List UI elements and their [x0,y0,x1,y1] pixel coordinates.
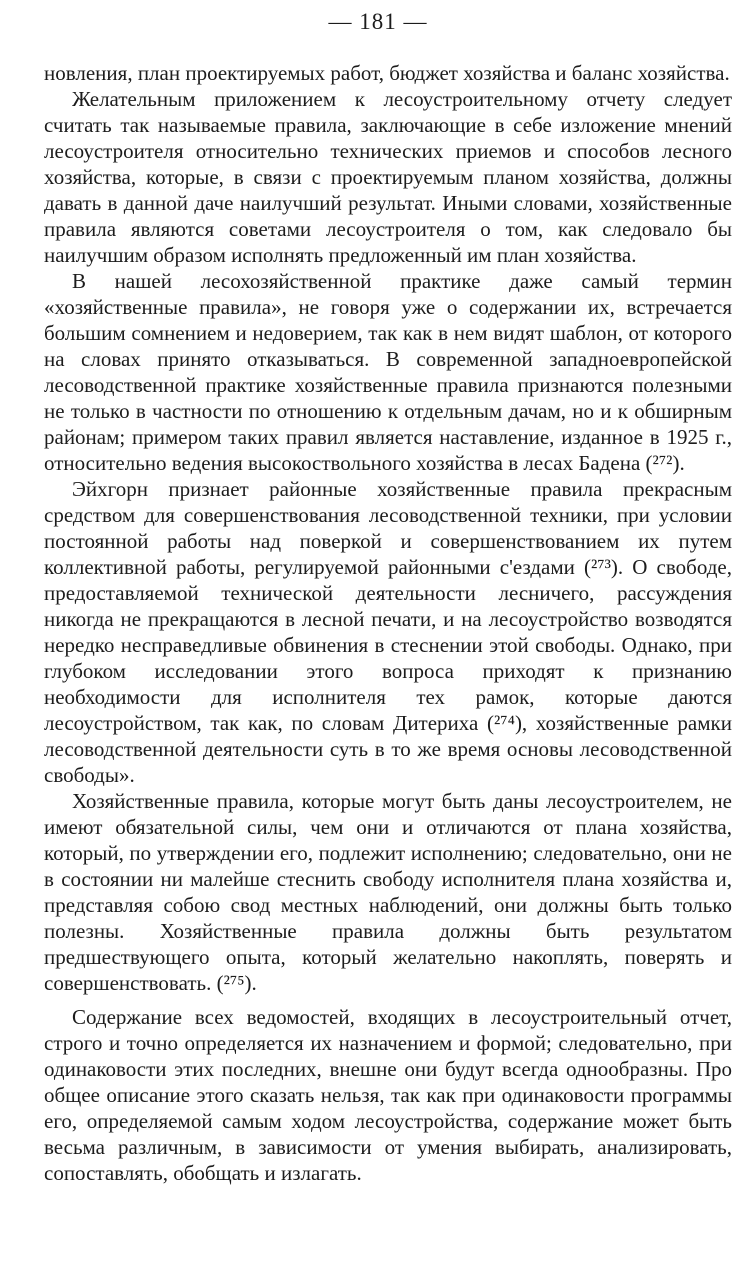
body-text [44,60,732,1186]
paragraph-rules-force: Хозяйственные правила, которые могут быть даны лесоустроителем, не имеют обязательной силы, чем они и отличаются от плана хозяйства, который, по утверждении его, подлежит исполнению; следовательно, они не в состоянии ни малейше стеснить свободу исполнителя плана хозяйства и, представляя собою свод местных наблюдений, они должны быть только полезны. Хозяйственные правила должны быть результатом предшествующего опыта, который желательно накоплять, поверять и совершенствовать. (²⁷⁵). [44,789,732,995]
paragraph-statements-content: Содержание всех ведомостей, входящих в лесоустроительный отчет, строго и точно определяется их назначением и формой; следовательно, при одинаковости этих последних, внешне они будут всегда однообразны. Про общее описание этого сказать нельзя, так как при одинаковости программы его, определяемой самым ходом лесоустройства, содержание может быть весьма различным, в зависимости от умения выбирать, анализировать, сопоставлять, обобщать и излагать. [44,1005,732,1185]
paragraph-continuation: новления, план проектируемых работ, бюджет хозяйства и баланс хозяйства. [44,61,730,85]
paragraph-domestic-practice: В нашей лесохозяйственной практике даже самый термин «хозяйственные правила», не говоря уже о содержании их, встречается большим сомнением и недоверием, так как в нем видят шаблон, от которого на словах принято отказываться. В современной западноевропейской лесоводственной практике хозяйственные правила признаются полезными не только в частности по отношению к отдельным дачам, но и к обширным районам; примером таких правил является наставление, изданное в 1925 г., относительно ведения высокоствольного хозяйства в лесах Бадена (²⁷²). [44,269,732,475]
paragraph-eichhorn: Эйхгорн признает районные хозяйственные правила прекрасным средством для совершенствования лесоводственной техники, при условии постоянной работы над поверкой и совершенствованием их путем коллективной работы, регулируемой районными с'ездами (²⁷³). О свободе, предоставляемой технической деятельности лесничего, рассуждения никогда не прекращаются в лесной печати, и на лесоустройство возводятся нередко несправедливые обвинения в стеснении этой свободы. Однако, при глубоком исследовании этого вопроса приходят к признанию необходимости для исполнителя тех рамок, которые даются лесоустройством, так как, по словам Дитериха (²⁷⁴), хозяйственные рамки лесоводственной деятельности суть в то же время основы лесоводственной свободы». [44,477,732,787]
page-number: — 181 — [328,9,428,34]
paragraph-rules-appendix: Желательным приложением к лесоустроительному отчету следует считать так называемые правила, заключающие в себе изложение мнений лесоустроителя относительно технических приемов и способов лесного хозяйства, которые, в связи с проектируемым планом хозяйства, должны давать в данной даче наилучший результат. Иными словами, хозяйственные правила являются советами лесоустроителя о том, как следовало бы наилучшим образом исполнять предложенный им план хозяйства. [44,87,732,267]
